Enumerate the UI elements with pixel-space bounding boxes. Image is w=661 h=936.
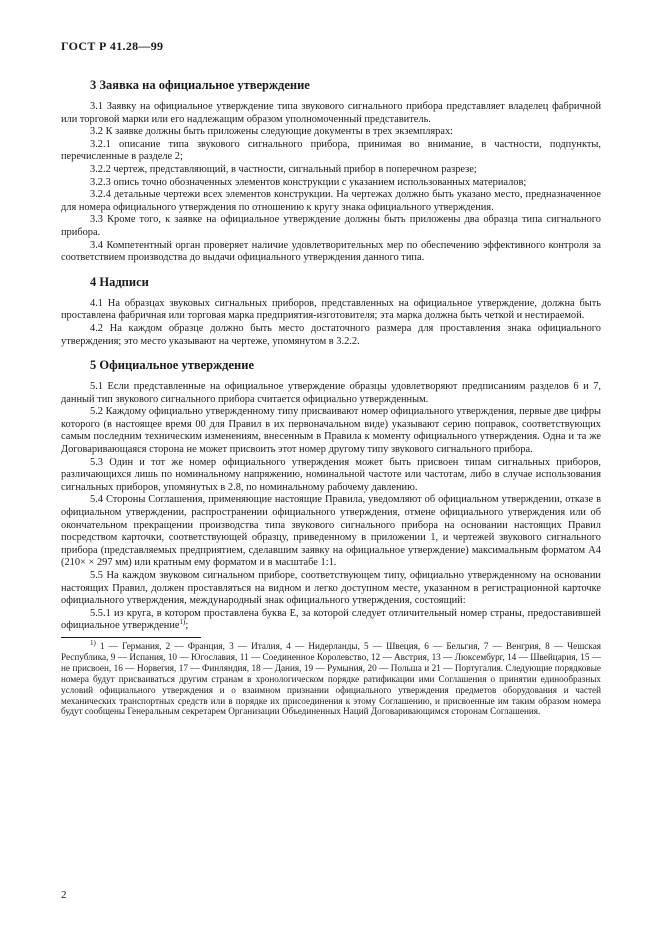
section-4 [61,275,601,348]
paragraph: 3.2 К заявке должны быть приложены следующие документы в трех экземплярах: [90,126,454,138]
paragraph-text: 5.5.1 из круга, в котором проставлена буква Е, за которой следует отличительный номер страны, предоставившей официальное утверждение [61,607,601,632]
paragraph [61,608,601,633]
section-heading: 5 Официальное утверждение [90,358,254,373]
paragraph: 4.2 На каждом образце должно быть место достаточного размера для проставления знака официального утверждения; это место указывают на чертеже, упомянутом в 3.2.2. [61,322,601,347]
footnote-body: 1 — Германия, 2 — Франция, 3 — Италия, 4 — Нидерланды, 5 — Швеция, 6 — Бельгия, 7 — Венгрия, 8 — Чешская Республика, 9 — Испания, 10 — Югославия, 11 — Соединенное Королевство, 12 — Австрия, 13 — Люксембург, 14 — Швейцария, 15 — не присвоен, 16 — Норвегия, 17 — Финляндия, 18 — Дания, 19 — Румыния, 20 — Польша и 21 — Португалия. Следующие порядковые номера будут присваиваться другим странам в хронологическом порядке ратификации ими Соглашения о принятии единообразных условий официального утверждения и о взаимном признании официального утверждения предметов оборудования и частей механических транспортных средств или в порядке их присоединения к этому Соглашению, и присвоенные им таким образом номера будут сообщены Генеральным секретарем Организации Объединенных Наций Договаривающимся сторонам Соглашения. [61,640,602,717]
page-number: 2 [61,889,67,901]
paragraph: 3.2.4 детальные чертежи всех элементов конструкции. На чертежах должно быть указано место, предназначенное для номера официального утверждения по отношению к кругу знака официального утверждения. [61,189,601,213]
paragraph: 4.1 На образцах звуковых сигнальных приборов, представленных на официальное утверждение, должна быть проставлена фабричная или торговая марка предприятия-изготовителя; эта марка должна быть четкой и нестираемой. [61,297,601,322]
footnote-marker: 1) [90,638,96,647]
paragraph: 3.3 Кроме того, к заявке на официальное утверждение должны быть приложены два образца типа сигнального прибора. [61,214,601,238]
paragraph-end: ; [185,620,189,632]
document-body [61,78,601,717]
paragraph: 3.4 Компетентный орган проверяет наличие удовлетворительных мер по обеспечению эффективного контроля за соответствием производства до выдачи официального утверждения данного типа. [61,239,601,264]
paragraph: 5.2 Каждому официально утвержденному типу присваивают номер официального утверждения, первые две цифры которого (в настоящее время 00 для Правил в их первоначальном виде) указывают серию поправок, соответствующих самым последним техническим изменениям, внесенным в Правила к моменту официального утверждения. Одна и та же Договаривающаяся сторона не может присвоить этот номер другому типу звукового сигнального прибора. [61,406,601,456]
document-header: ГОСТ Р 41.28—99 [61,39,164,53]
footnote [61,638,602,717]
paragraph: 3.2.2 чертеж, представляющий, в частности, сигнальный прибор в поперечном разрезе; [90,163,477,175]
footnote-text [61,638,602,717]
section-heading: 4 Надписи [90,274,149,289]
paragraph: 5.1 Если представленные на официальное утверждение образцы удовлетворяют предписаниям разделов 6 и 7, данный тип звукового сигнального прибора считается официально утвержденным. [61,381,601,405]
paragraph: 3.2.3 опись точно обозначенных элементов конструкции с указанием использованных материалов; [90,176,527,188]
footnote-reference[interactable]: 1) [179,618,186,627]
paragraph: 5.3 Один и тот же номер официального утверждения может быть присвоен типам сигнальных приборов, различающихся лишь по номинальному напряжению, номинальной частоте или частотам, либо в случае использования сигнальных приборов, упомянутых в 2.8, по номинальному рабочему давлению. [61,456,601,493]
paragraph: 3.2.1 описание типа звукового сигнального прибора, принимая во внимание, в частности, подпункты, перечисленные в разделе 2; [61,138,601,163]
section-3 [61,78,601,265]
section-heading: 3 Заявка на официальное утверждение [90,78,310,92]
footnote-divider [61,637,201,638]
paragraph: 5.5 На каждом звуковом сигнальном приборе, соответствующем типу, официально утвержденному на основании настоящих Правил, должен проставляться на видном и легко доступном месте, указанном в регистрационной карточке официального утверждения, международный знак официального утверждения, состоящий: [61,570,601,607]
paragraph: 5.4 Стороны Соглашения, применяющие настоящие Правила, уведомляют об официальном утверждении, отказе в официальном утверждении, распространении официального утверждения, отмене официального утверждения или об окончательном прекращении производства типа звукового сигнального прибора на основании настоящих Правил посредством карточки, соответствующей образцу, приведенному в приложении 1, и чертежей звукового сигнального прибора (представляемых предприятием, сделавшим заявку на официальное утверждение) максимальным форматом А4 (210× × 297 мм) или кратным ему форматом и в масштабе 1:1. [61,494,601,569]
paragraph: 3.1 Заявку на официальное утверждение типа звукового сигнального прибора представляет владелец фабричной или торговой марки или его надлежащим образом уполномоченный представитель. [61,101,601,125]
section-5 [61,358,601,633]
